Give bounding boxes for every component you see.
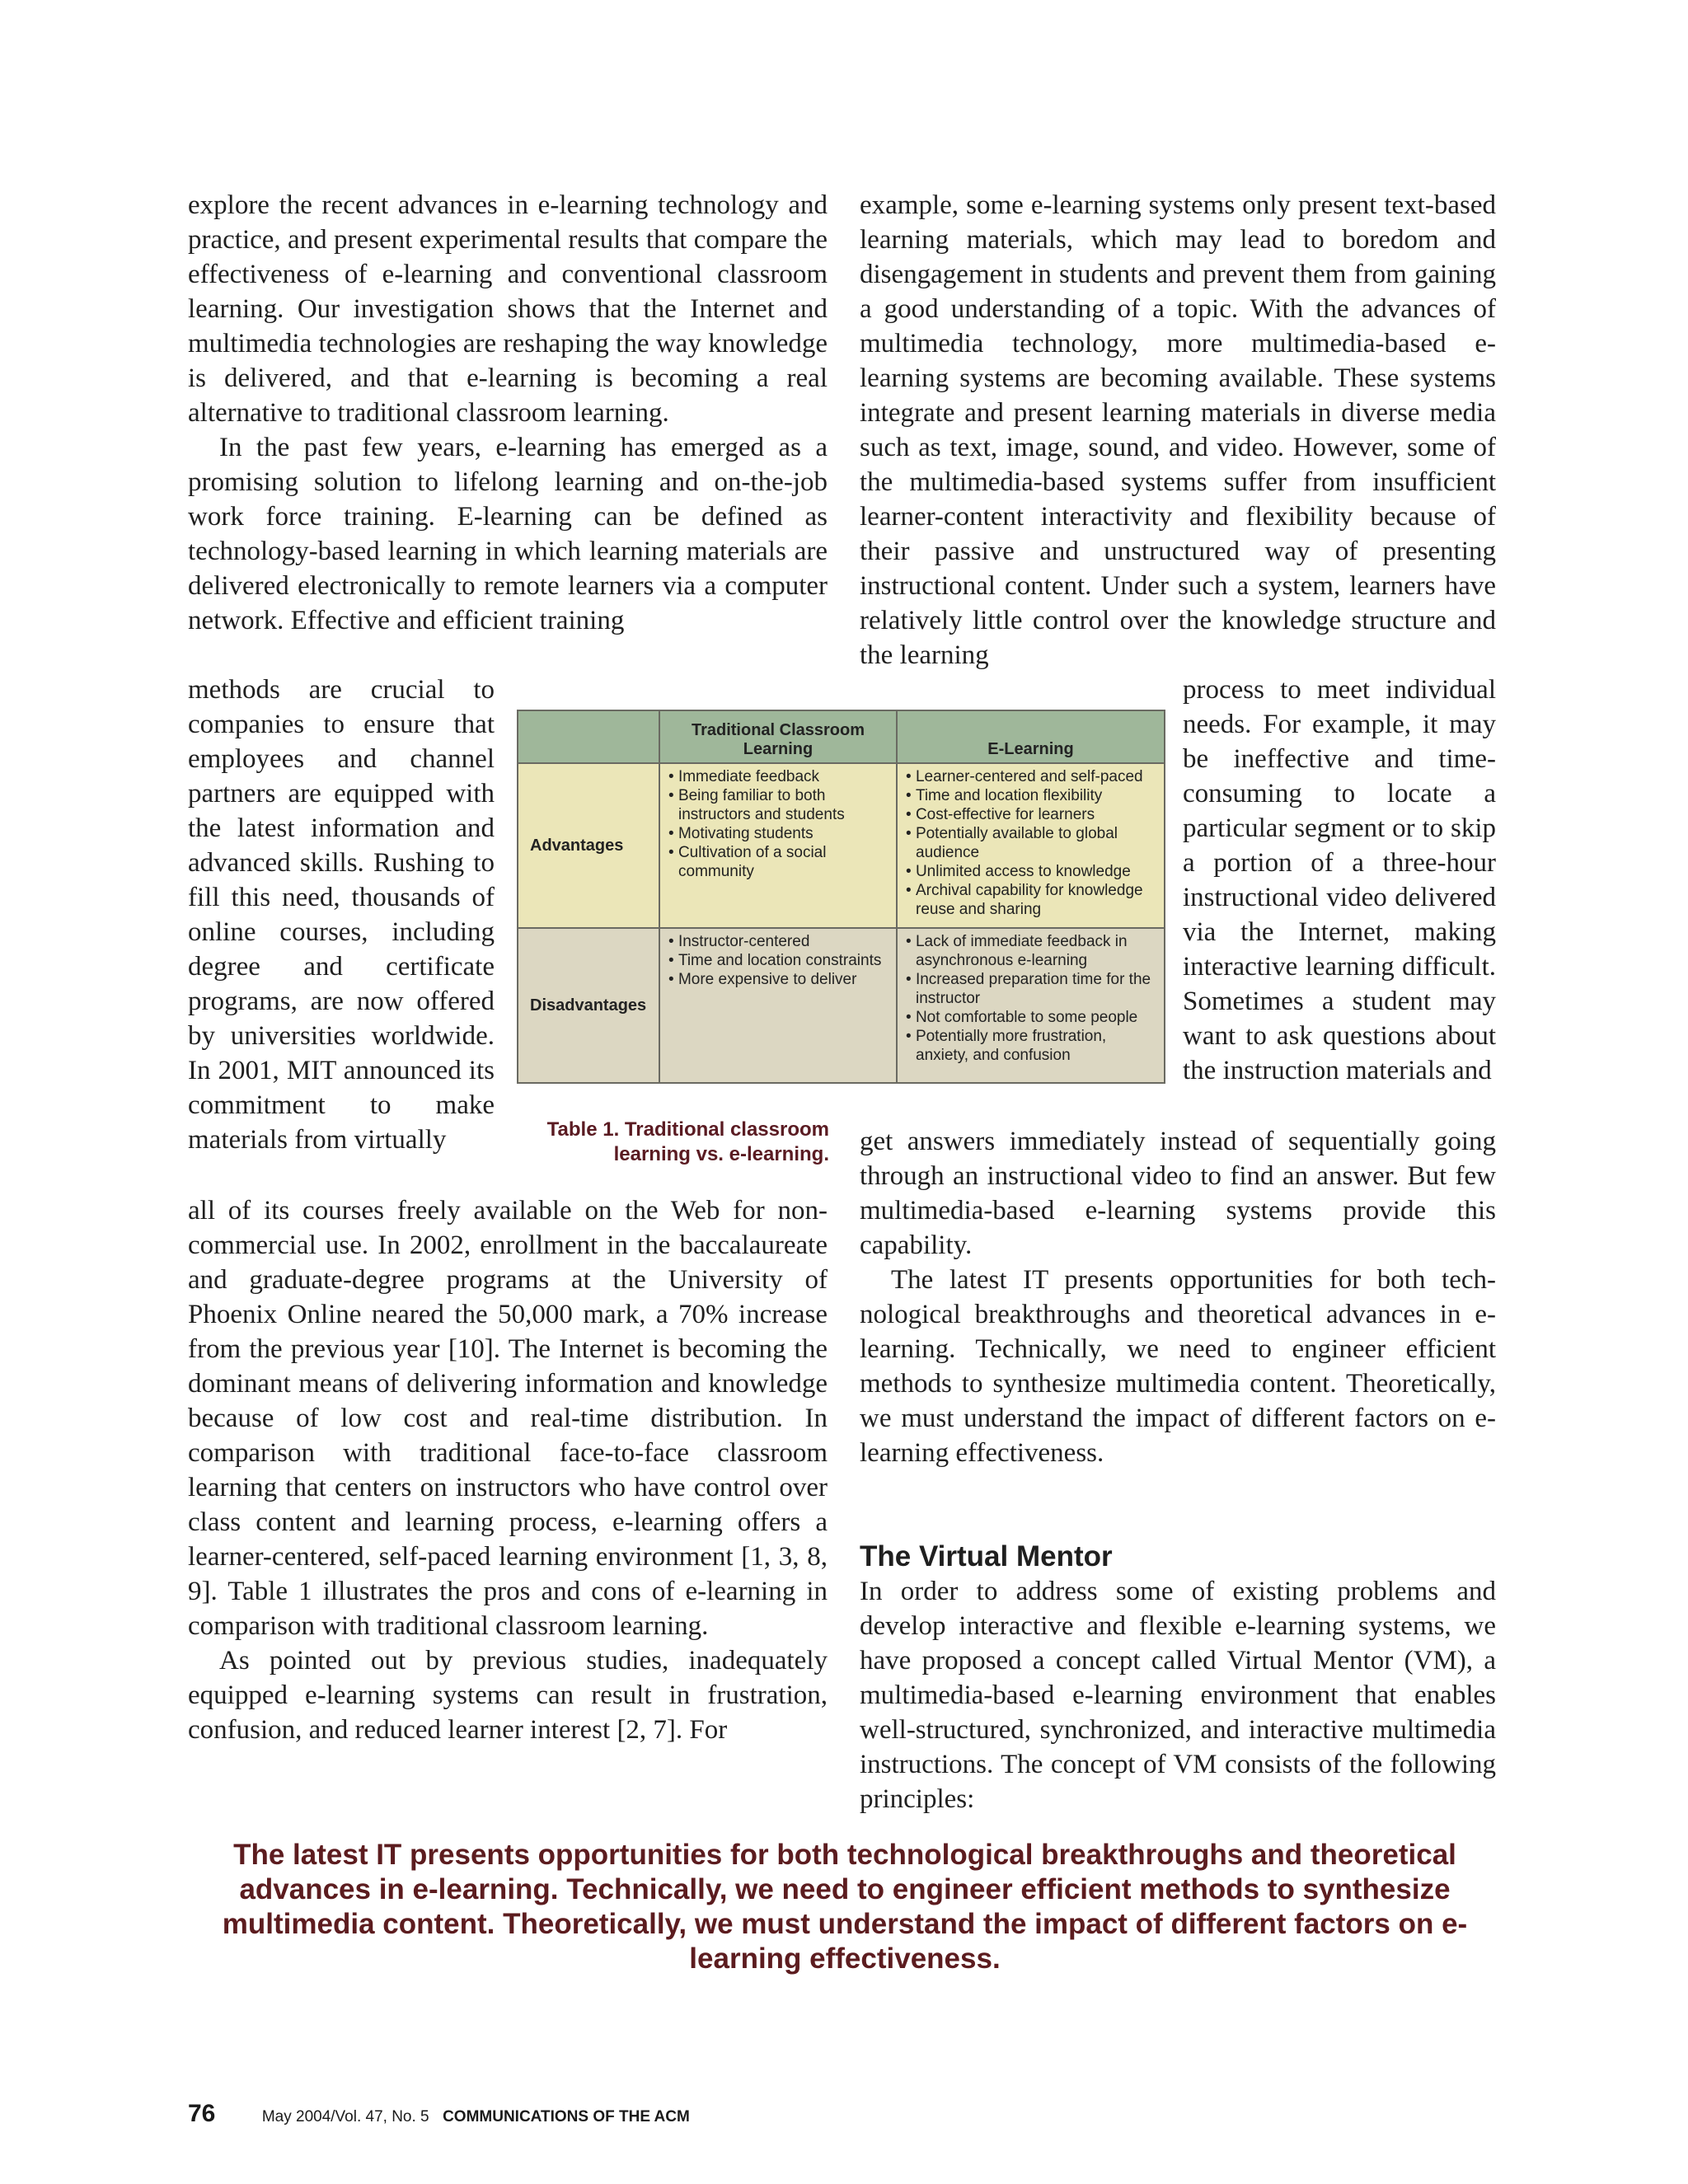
page-number: 76 [188, 2100, 216, 2127]
paragraph: all of its courses freely available on the Web for noncommercial use. In 2002, enrollment in the baccalaureate and graduate-degree programs at the University of Phoenix Online neared the 50,000 mark, a 70% increase from the previous year [10]. The Internet is becoming the dominant means of delivering information and knowledge because of low cost and real-time distribution. In comparison with traditional face-to-face classroom learning that centers on instructors who have control over class content and learning process, e-learning offers a learner-centered, self-paced learning environment [1, 3, 8, 9]. Table 1 illustrates the pros and cons of e-learning in comparison with traditional classroom learning. [188, 1196, 828, 1641]
bullet-item: • More expensive to deliver [665, 970, 891, 989]
bullet-item: • Cost-effective for learners [903, 805, 1159, 824]
bullet-item: • Time and location constraints [665, 951, 891, 970]
bullet-item: • Lack of immediate feedback in asynchronous e-learning [903, 932, 1159, 970]
column-header-elearning: E-Learning [897, 710, 1165, 763]
cell-adv-elearning [897, 763, 1165, 928]
cell-adv-traditional [659, 763, 897, 928]
bullet-item: • Not comfortable to some people [903, 1008, 1159, 1027]
issue-info: May 2004/Vol. 47, No. 5 [261, 2108, 429, 2125]
bullet-item: • Time and location flexibility [903, 786, 1159, 805]
paragraph: In order to address some of existing problems and develop interactive and flexible e-learning systems, we have proposed a concept called Virtual Mentor (VM), a multimedia-based e-learning environment that enables well-structured, synchronized, and interactive multimedia instructions. The concept of VM consists of the following principles: [860, 1577, 1496, 1814]
bullet-item: • Motivating students [665, 824, 891, 843]
column-header-traditional: Traditional Classroom Learning [659, 710, 897, 763]
right-column-top: example, some e-learning systems only present text-based learning materials, which may lead to boredom and disengagement in students and prevent them from gaining a good understanding of a topic. With the advances of multimedia technology, more multimedia-based e-learning systems are becoming available. These systems integrate and present learning materials in diverse media such as text, image, sound, and video. However, some of the multimedia-based systems suffer from insufficient learner-content interactivity and flexibility because of their passive and unstructured way of presenting instructional content. Under such a system, learners have relatively little control over the knowledge structure and the learning [860, 190, 1496, 670]
bullet-item: • Immediate feedback [665, 767, 891, 786]
bullet-item: • Potentially more frustration, anxiety, and confusion [903, 1027, 1159, 1065]
bullet-list [665, 932, 891, 989]
bullet-item: • Being familiar to both instructors and students [665, 786, 891, 824]
section-heading: The Virtual Mentor [860, 1540, 1113, 1572]
bullet-item: • Learner-centered and self-paced [903, 767, 1159, 786]
pull-quote: The latest IT presents opportunities for both technological breakthroughs and theoretical advances in e-learning. Technically, we need to engineer efficient methods to synthesize multimedia content. Theoretically, we must understand the impact of different factors on e-learning effectiveness. [222, 1839, 1468, 1975]
right-column-wrap-text: process to meet individual needs. For example, it may be ineffective and time-consuming to locate a particular segment or to skip a portion of a three-hour instructional video delivered via the Internet, making interactive learning difficult. Sometimes a student may want to ask questions about the instruction materials and [1183, 675, 1496, 1085]
cell-dis-elearning [897, 928, 1165, 1083]
bullet-list [903, 932, 1159, 1065]
journal-name: COMMUNICATIONS OF THE ACM [443, 2108, 690, 2125]
page-footer [188, 2100, 690, 2128]
table-1 [517, 710, 1164, 1084]
cell-dis-traditional [659, 928, 897, 1083]
table-corner-cell [518, 710, 659, 763]
bullet-list [903, 767, 1159, 919]
bullet-item: • Increased preparation time for the instructor [903, 970, 1159, 1008]
bullet-item: • Archival capability for knowledge reuse and sharing [903, 881, 1159, 919]
left-column-bottom [188, 1193, 828, 1747]
bullet-item: • Instructor-centered [665, 932, 891, 951]
row-label-advantages: Advantages [518, 763, 659, 928]
paragraph: In the past few years, e-learning has emerged as a promising solution to lifelong learning and on-the-job work force training. E-learning can be defined as technology-based learning in which learning materials are delivered electronically to remote learners via a computer network. Effective and efficient training [188, 433, 828, 635]
bullet-item: • Potentially available to global audience [903, 824, 1159, 862]
table-caption: Table 1. Traditional classroom learning vs. e-learning. [546, 1118, 829, 1165]
left-column-top [188, 188, 828, 638]
virtual-mentor-section [860, 1540, 1496, 1816]
paragraph: explore the recent advances in e-learning technology and practice, and present experimental results that compare the effectiveness of e-learning and conventional classroom learning. Our investigation shows that the Internet and multimedia technologies are reshaping the way knowledge is delivered, and that e-learning is becoming a real alternative to traditional classroom learning. [188, 190, 828, 428]
comparison-table [517, 710, 1165, 1084]
paragraph: The latest IT presents opportunities for both technological breakthroughs and theoretical advances in e-learning. Technically, we need to engineer efficient methods to synthesize multimedia content. Theoretically, we must understand the impact of different factors on e-learning effectiveness. [860, 1265, 1496, 1468]
bullet-list [665, 767, 891, 881]
bullet-item: • Unlimited access to knowledge [903, 862, 1159, 881]
row-label-disadvantages: Disadvantages [518, 928, 659, 1083]
left-column-wrap-text: methods are crucial to companies to ensure that employees and channel partners are equipped with the latest information and advanced skills. Rushing to fill this need, thousands of online courses, including degree and certificate programs, are now offered by universities worldwide. In 2001, MIT announced its commitment to make materials from virtually [188, 675, 495, 1155]
paragraph: get answers immediately instead of sequentially going through an instructional video to find an answer. But few multimedia-based e-learning systems provide this capability. [860, 1127, 1496, 1260]
bullet-item: • Cultivation of a social community [665, 843, 891, 881]
right-column-bottom [860, 1124, 1496, 1470]
paragraph: As pointed out by previous studies, inadequately equipped e-learning systems can result in frustration, confusion, and reduced learner interest [2, 7]. For [188, 1646, 828, 1745]
